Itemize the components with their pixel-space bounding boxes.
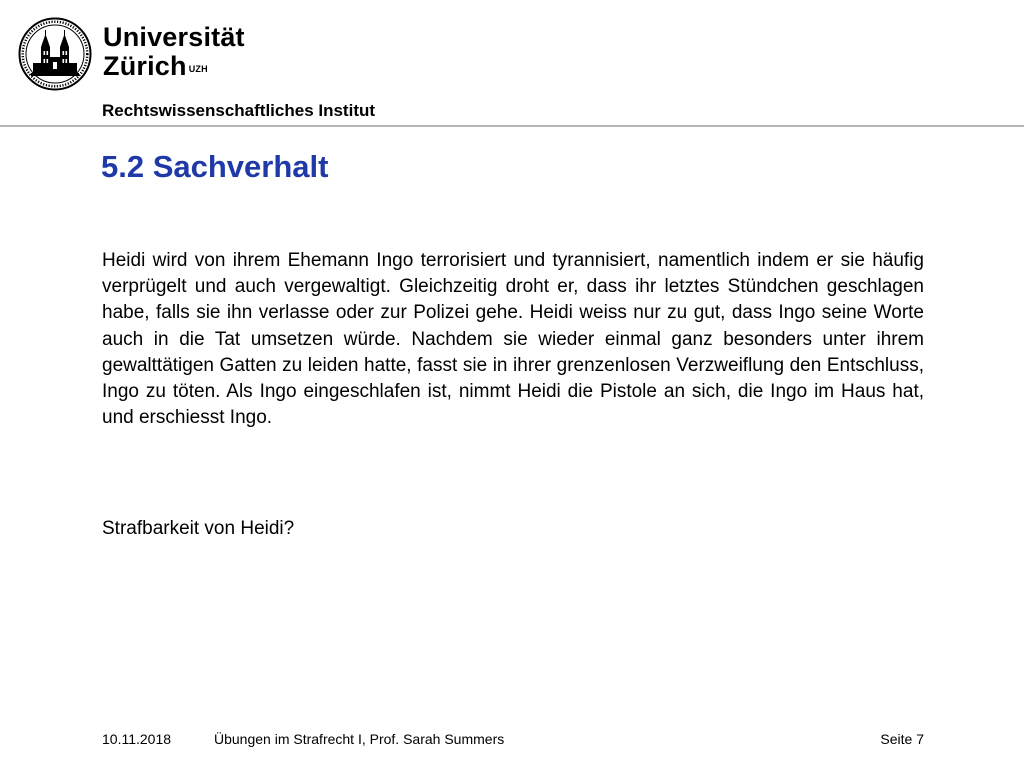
uzh-abbrev: UZH	[188, 64, 208, 74]
university-name-line2: Zürich	[103, 51, 187, 81]
university-name-line1: Universität	[103, 22, 245, 52]
slide-title: 5.2 Sachverhalt	[101, 149, 329, 184]
header-divider	[0, 125, 1024, 127]
footer-course: Übungen im Strafrecht I, Prof. Sarah Summers	[214, 731, 505, 747]
university-name-line2-wrap	[103, 52, 245, 81]
footer-date: 10.11.2018	[102, 731, 172, 747]
university-seal-logo	[18, 17, 92, 91]
case-facts-paragraph: Heidi wird von ihrem Ehemann Ingo terrorisiert und tyrannisiert, namentlich indem er sie häufig verprügelt und auch vergewaltigt. Gleichzeitig droht er, dass ihr letztes Stündchen geschlagen habe, falls sie ihn verlasse oder zur Polizei gehe. Heidi weiss nur zu gut, dass Ingo seine Worte auch in die Tat umsetzen würde. Nachdem sie wieder einmal ganz besonders unter ihrem gewalttätigen Gatten zu leiden hatte, fasst sie in ihrer grenzenlosen Verzweiflung den Entschluss, Ingo zu töten. Als Ingo eingeschlafen ist, nimmt Heidi die Pistole an sich, die Ingo im Haus hat, und erschiesst Ingo.	[102, 250, 924, 429]
university-name	[103, 23, 245, 81]
footer-page-number: Seite 7	[880, 731, 924, 747]
institute-name: Rechtswissenschaftliches Institut	[102, 101, 376, 120]
case-question: Strafbarkeit von Heidi?	[102, 518, 295, 539]
